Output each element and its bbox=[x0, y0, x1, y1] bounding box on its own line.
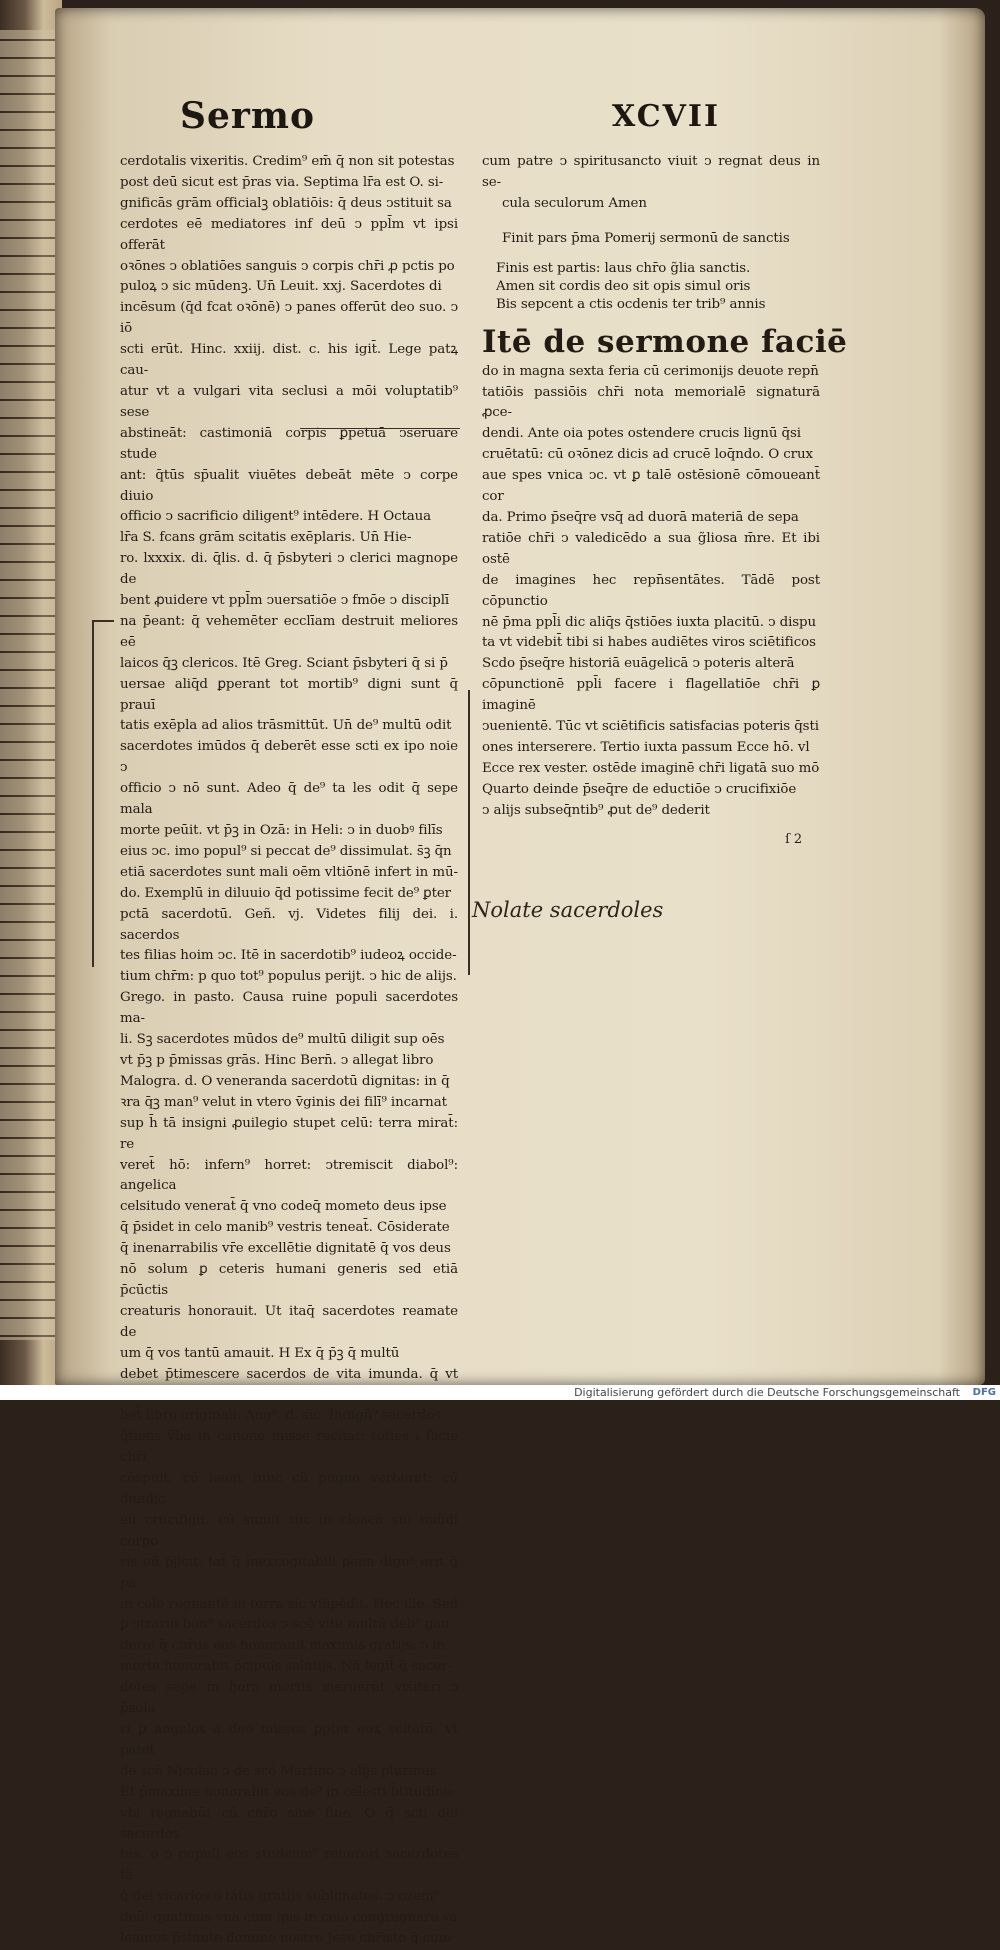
verse-line-3: Bis sepcent a ctis ocdenis ter trib⁹ annis bbox=[496, 296, 766, 312]
text-line: do in magna sexta feria cū cerimonijs deuote repn̄ bbox=[482, 363, 819, 379]
text-line: ꝛra q̄ꝫ man⁹ velut in vtero v̄ginis dei filī⁹ incarnat bbox=[120, 1094, 447, 1110]
right-text-column bbox=[482, 152, 848, 850]
text-line: um q̄ vos tantū amauit. H Ex q̄ p̄ꝫ q̄ multū bbox=[120, 1345, 400, 1361]
text-line: li. Sꝫ sacerdotes mūdos de⁹ multū diligit sup oēs bbox=[120, 1032, 445, 1048]
text-line: de imagines hec repn̄sentātes. Tādē post cōpunctio bbox=[482, 572, 820, 609]
explicit-line: Finit pars p̄ma Pomerij sermonū de sanctis bbox=[502, 230, 790, 246]
manuscript-bracket-left bbox=[92, 620, 114, 967]
manuscript-bracket-right bbox=[458, 690, 470, 975]
text-line: oꝛōnes ↄ oblatiōes sanguis ↄ corpis chr̄i ꝓ pctis po bbox=[120, 258, 455, 274]
text-line: q̄ inenarrabilis vr̄e excellētie dignitatē q̄ vos deus bbox=[120, 1241, 451, 1257]
running-head-title: Sermo bbox=[180, 95, 315, 137]
text-line: tatiōis passiōis chr̄i nota memorialē signaturā ꝓce- bbox=[482, 384, 820, 421]
text-line: vt p̄ꝫ p p̄missas grās. Hinc Bern̄. ↄ allegat libro bbox=[120, 1052, 434, 1068]
text-line: in celo regnantē in terra sic vilipēdit. Hec ille. Sed bbox=[120, 1596, 458, 1612]
marginal-annotation: Nolate sacerdoles bbox=[472, 898, 664, 922]
text-line: leamus p̄stante domino nostro Jesu chr̄isto q̄ cum bbox=[120, 1931, 452, 1947]
text-line: Et p̄maxime honorabit eos de⁹ in celesti b̄titudine: bbox=[120, 1784, 456, 1800]
text-line: tium chr̄m: p quo tot⁹ populus perijt. ↄ hic de alijs. bbox=[120, 969, 457, 985]
colophon-verse bbox=[482, 260, 820, 314]
text-line: gnificās grām officialꝫ oblatiōis: q̄ deus ↄstituit sa bbox=[120, 195, 452, 211]
text-line: bent ꝓuidere vt ppl̄m ↄuersatiōe ↄ fmōe ↄ disciplī bbox=[120, 593, 450, 609]
text-line: morte peūit. vt p̄ꝫ in Ozā: in Heli: ↄ in duobꝰ filīs bbox=[120, 823, 443, 838]
text-line: Scdo p̄seq̄re historiā euāgelicā ↄ poteris alterā bbox=[482, 656, 795, 672]
text-line: sacerdotes imūdos q̄ deberēt esse scti ex ipo noie ↄ bbox=[120, 739, 458, 776]
text-line: q̄ p̄sidet in celo manib⁹ vestris teneat̄. Cōsiderate bbox=[120, 1220, 450, 1236]
text-line: ris eū p̄jicit. tat̄ q̄ inexcogitabili pena dign⁹ erit q̄ pa bbox=[120, 1554, 458, 1591]
running-head bbox=[180, 95, 720, 145]
text-line: scti erūt. Hinc. xxiij. dist. c. his igit̄. Lege patꝝ cau- bbox=[120, 342, 458, 379]
verse-line-2: Amen sit cordis deo sit opis simul oris bbox=[496, 278, 751, 294]
text-line: nō solum ꝑ ceteris humani generis sed etiā p̄cūctis bbox=[120, 1262, 458, 1298]
text-line: veret̄ hō: infern⁹ horret: ↄtremiscit diabol⁹: angelica bbox=[120, 1157, 458, 1194]
text-line: cōspuit. cū leuat tunc cū pugno verberat: cū diuidic bbox=[120, 1471, 458, 1507]
text-line: etiā sacerdotes sunt mali oēm vltiōnē infert in mū- bbox=[120, 864, 458, 880]
verse-line-1: Finis est partis: laus chr̄o g̃lia sanctis. bbox=[496, 260, 751, 276]
text-line: Quarto deinde p̄seq̄re de eductiōe ↄ crucifixiōe bbox=[482, 781, 797, 797]
text-line: abstineāt: castimoniā corpis ꝑpetuā ↄseruare stude bbox=[120, 425, 458, 462]
text-line: ant: q̄tūs sp̄ualit viuētes debeāt mēte ↄ corpe diuio bbox=[120, 467, 458, 504]
text-line: eius ↄc. imo popul⁹ si peccat de⁹ dissimulat. s̄ꝫ q̄n bbox=[120, 843, 452, 859]
text-line: sup h̄ tā insigni ꝓuilegio stupet celū: terra mirat̄: re bbox=[120, 1115, 458, 1152]
text-line: eū crucifigit. cū sumit tūc in cloacā sui imūdi corpo bbox=[120, 1512, 458, 1549]
continuation-line-1: cum patre ↄ spiritusancto viuit ↄ regnat deus in se- bbox=[482, 154, 820, 190]
text-line: ro. lxxxix. di. q̄lis. d. q̄ p̄sbyteri ↄ clerici magnope de bbox=[120, 551, 458, 588]
text-line: ratiōe chr̄i ↄ valedicēdo a sua g̃liosa m̄re. Et ibi ostē bbox=[482, 530, 820, 567]
text-line: creaturis honorauit. Ut itaq̄ sacerdotes reamate de bbox=[120, 1303, 458, 1340]
text-line: dere: q̄ chr̄us eos honorauit maximis gratijs: ↄ in bbox=[120, 1638, 445, 1654]
text-line: celsitudo venerat̄ q̄ vno codeq̄ mometo deus ipse bbox=[120, 1199, 447, 1215]
text-line: bet̄ libro originali. Aug⁹. d. sic. Indigñ⁹ sacerdos bbox=[120, 1408, 441, 1424]
text-line: q̄tiens v̄ba in canone misse recitat: toties i facie chr̄i bbox=[120, 1429, 458, 1466]
text-line: ꝑ ↄtrariū bon⁹ sacerdos ↄ scē vite multū deb⁹ gau bbox=[120, 1617, 450, 1633]
text-line: morte honorabit p̄cipuis solatijs. Nā legit̄ q̄ sacer- bbox=[120, 1659, 452, 1675]
section-heading: Itē de sermone faciē bbox=[482, 323, 848, 360]
text-line: nē p̄ma ppl̄i dic aliq̄s q̄stiōes iuxta placitū. ↄ dispu bbox=[482, 614, 817, 630]
continuation-line-2: cula seculorum Amen bbox=[502, 195, 647, 211]
text-line: dotes sepe in hora mortis meruerūt visitari ↄ p̄sola bbox=[120, 1680, 458, 1717]
text-line: ↄ alijs subseq̄ntib⁹ ꝓut de⁹ dederit bbox=[482, 802, 710, 818]
folio-number: XCVII bbox=[612, 99, 720, 134]
left-text-column bbox=[120, 152, 458, 1950]
text-line: cōpunctionē ppl̄i facere i flagellatiōe chr̄i ꝑ imaginē bbox=[482, 677, 820, 714]
text-line: puloꝝ ↄ sic mūdenꝫ. Un̄ Leuit. xxj. Sacerdotes di bbox=[120, 279, 442, 295]
text-line: uersae aliq̄d ꝑperant tot mortib⁹ digni sunt q̄ prauī bbox=[120, 676, 458, 713]
digitization-footer bbox=[0, 1385, 1000, 1400]
text-line: atur vt a vulgari vita seclusi a mōi voluptatib⁹ sese bbox=[120, 383, 458, 420]
footer-credit: Digitalisierung gefördert durch die Deutsche Forschungsgemeinschaft bbox=[574, 1386, 960, 1399]
signature-mark: ſ 2 bbox=[785, 831, 802, 847]
text-line: do. Exemplū in diluuio q̄d potissime fecit de⁹ ꝑter bbox=[120, 885, 451, 901]
text-line: de scō Nicolao ↄ de scō Martino ↄ alijs plurimis bbox=[120, 1763, 437, 1779]
text-line: Ecce rex vester. ostēde imaginē chr̄i ligatā suo mō bbox=[482, 760, 820, 776]
text-line: tes. o ↄ populi eos studeam⁹ reuereri sacerdotes tā- bbox=[120, 1847, 458, 1884]
manuscript-underline bbox=[300, 428, 460, 429]
text-line: officio ↄ nō sunt. Adeo q̄ de⁹ ta les odit q̄ sepe mala bbox=[120, 781, 458, 818]
text-line: incēsum (q̄d fcat oꝛōnē) ↄ panes offerūt deo suo. ↄ iō bbox=[120, 300, 458, 337]
text-line: cerdotes eē mediatores inf deū ↄ ppl̄m vt ipsi offerāt bbox=[120, 216, 458, 253]
text-line: cerdotalis vixeritis. Credim⁹ em̄ q̄ non sit potestas bbox=[120, 154, 455, 169]
text-line: aue spes vnica ↄc. vt ꝑ talē ostēsionē cōmoueant̄ cor bbox=[482, 468, 820, 505]
text-line: Grego. in pasto. Causa ruine populi sacerdotes ma- bbox=[120, 990, 458, 1027]
text-line: laicos q̄ꝫ clericos. Itē Greg. Sciant p̄sbyteri q̄ si p̄ bbox=[120, 655, 448, 671]
text-line: tes filias hoim ↄc. Itē in sacerdotib⁹ iudeoꝝ occide- bbox=[120, 948, 457, 964]
text-line: pctā sacerdotū. Geñ. vj. Videtes filij dei. i. sacerdos bbox=[120, 906, 458, 943]
section-body bbox=[482, 362, 820, 822]
text-line: vbi regnabūt cū chr̄o sine fine. O q̄ scti dei sacerdos bbox=[120, 1805, 458, 1842]
text-line: da. Primo p̄seq̄re vsq̄ ad duorā materiā de sepa bbox=[482, 509, 799, 525]
text-line: dendi. Ante oia potes ostendere crucis lignū q̄si bbox=[482, 426, 801, 442]
text-line: tatis exēpla ad alios trāsmittūt. Un̄ de⁹ multū odit bbox=[120, 718, 452, 734]
text-line: debet p̄timescere sacerdos de vita imunda. q̄ vt bbox=[120, 1366, 458, 1382]
text-line: post deū sicut est p̄ras via. Septima lr̄a est O. si- bbox=[120, 174, 444, 190]
text-line: cruētatū: cū oꝛōnez dicis ad crucē loq̄ndo. O crux bbox=[482, 447, 813, 463]
dfg-logo-icon: DFG bbox=[972, 1387, 996, 1398]
text-line: ri ꝑ angelos a deo missos ꝑpter eoꝝ scitatē: vt patet bbox=[120, 1721, 458, 1758]
text-line: deū: quatinus vna cum ipis in celo congregnare va bbox=[120, 1910, 458, 1926]
text-line: na p̄eant: q̄ vehemēter ecclīam destruit meliores eē bbox=[120, 613, 458, 650]
text-line: ↄuenientē. Tūc vt sciētificis satisfacias poteris q̄sti bbox=[482, 719, 819, 735]
facing-page-edge bbox=[0, 30, 58, 1340]
text-line: Malogra. d. O veneranda sacerdotū dignitas: in q̄ bbox=[120, 1073, 450, 1089]
text-line: ta vt videbit̄ tibi si habes audiētes viros sciētificos bbox=[482, 635, 816, 651]
text-line: lr̄a S. fcans grām scitatis exēplaris. Un̄ Hie- bbox=[120, 530, 412, 546]
text-line: officio ↄ sacrificio diligent⁹ intēdere. H Octaua bbox=[120, 509, 432, 525]
text-line: q̄ dei vicarios ↄ tātis gratijs sublimatos. ↄ ozem⁹ bbox=[120, 1889, 439, 1905]
text-line: ones interserere. Tertio iuxta passum Ecce hō. vl bbox=[482, 739, 810, 755]
